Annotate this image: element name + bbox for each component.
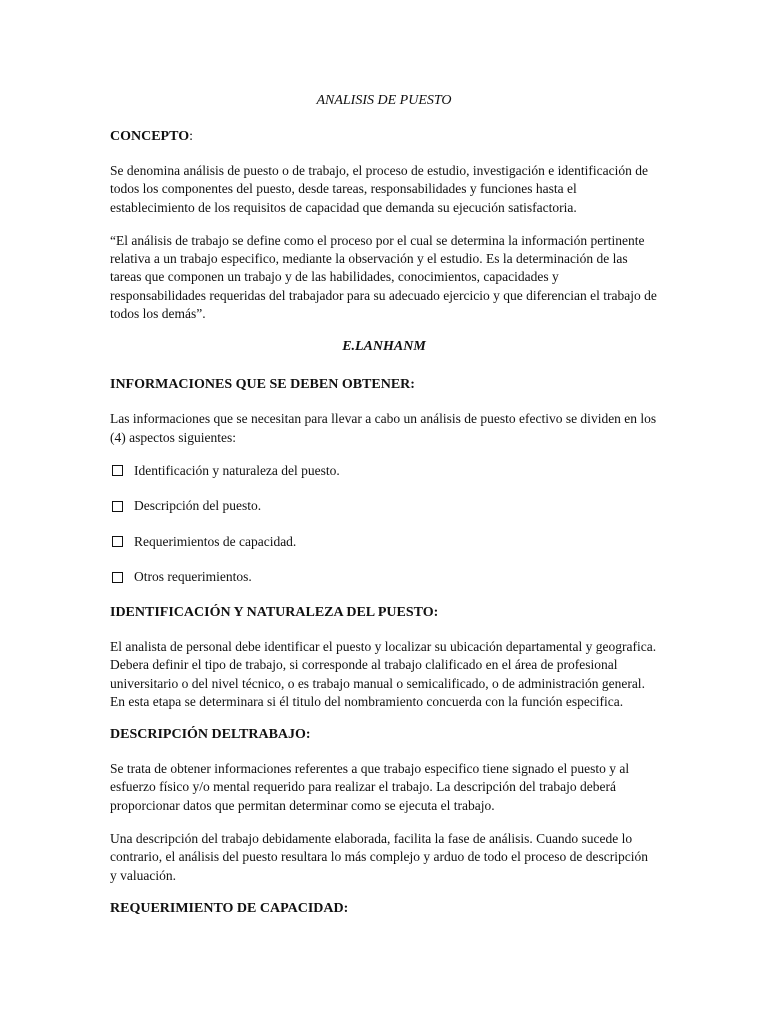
list-item-label: Requerimientos de capacidad. — [134, 533, 297, 549]
concept-quote-paragraph: “El análisis de trabajo se define como el proceso por el cual se determina la información pertinente relativa a un trabajo especifico, mediante la observación y el estudio. Es la determinación de las tareas que componen un trabajo y de las habilidades, conocimientos, capacidades y responsabilidades requeridas del trabajador para su adecuado ejercicio y que diferencian el trabajo de todos los demás”. — [110, 232, 657, 322]
descripcion-paragraph-2: Una descripción del trabajo debidamente elaborada, facilita la fase de análisis. Cuando sucede lo contrario, el análisis del puesto resultara lo más complejo y arduo de todo el proceso de descripción y valuación. — [110, 831, 648, 883]
list-item-label: Identificación y naturaleza del puesto. — [134, 462, 340, 478]
list-item — [110, 462, 658, 480]
list-item-label: Otros requerimientos. — [134, 569, 252, 585]
document-title: ANALISIS DE PUESTO — [316, 93, 452, 108]
aspects-list — [110, 462, 658, 587]
quote-author: E.LANHANM — [342, 339, 426, 355]
concept-definition-paragraph: Se denomina análisis de puesto o de trabajo, el proceso de estudio, investigación e identificación de todos los componentes del puesto, desde tareas, responsabilidades y funciones hasta el establecimiento de los requisitos de capacidad que demanda su ejecución satisfactoria. — [110, 163, 648, 215]
checkbox-bullet-icon — [112, 572, 123, 583]
requerimiento-heading: REQUERIMIENTO DE CAPACIDAD: — [110, 900, 349, 916]
list-item — [110, 497, 658, 515]
list-item — [110, 533, 658, 551]
identificacion-paragraph: El analista de personal debe identificar el puesto y localizar su ubicación departamental y geografica. Debera definir el tipo de trabajo, si corresponde al trabajo clalificado en el área de profesional universitario o del nivel técnico, o es trabajo manual o semicalificado, o de administración general. En esta etapa se determinara si él titulo del nombramiento concuerda con la función especifica. — [110, 638, 657, 709]
checkbox-bullet-icon — [112, 465, 123, 476]
concept-label-suffix: : — [189, 129, 193, 144]
descripcion-paragraph-1: Se trata de obtener informaciones referentes a que trabajo especifico tiene signado el puesto y al esfuerzo físico y/o mental requerido para realizar el trabajo. La descripción del trabajo deberá proporcionar datos que permitan determinar como se ejecuta el trabajo. — [110, 761, 630, 813]
descripcion-heading: DESCRIPCIÓN DELTRABAJO: — [110, 727, 311, 743]
identificacion-heading: IDENTIFICACIÓN Y NATURALEZA DEL PUESTO: — [110, 604, 439, 620]
checkbox-bullet-icon — [112, 536, 123, 547]
list-item-label: Descripción del puesto. — [134, 498, 262, 514]
concept-label: CONCEPTO — [110, 129, 190, 144]
list-item — [110, 568, 658, 586]
informaciones-intro-paragraph: Las informaciones que se necesitan para llevar a cabo un análisis de puesto efectivo se dividen en los (4) aspectos siguientes: — [110, 411, 657, 445]
checkbox-bullet-icon — [112, 501, 123, 512]
concept-heading — [110, 128, 658, 146]
informaciones-heading: INFORMACIONES QUE SE DEBEN OBTENER: — [110, 377, 415, 393]
